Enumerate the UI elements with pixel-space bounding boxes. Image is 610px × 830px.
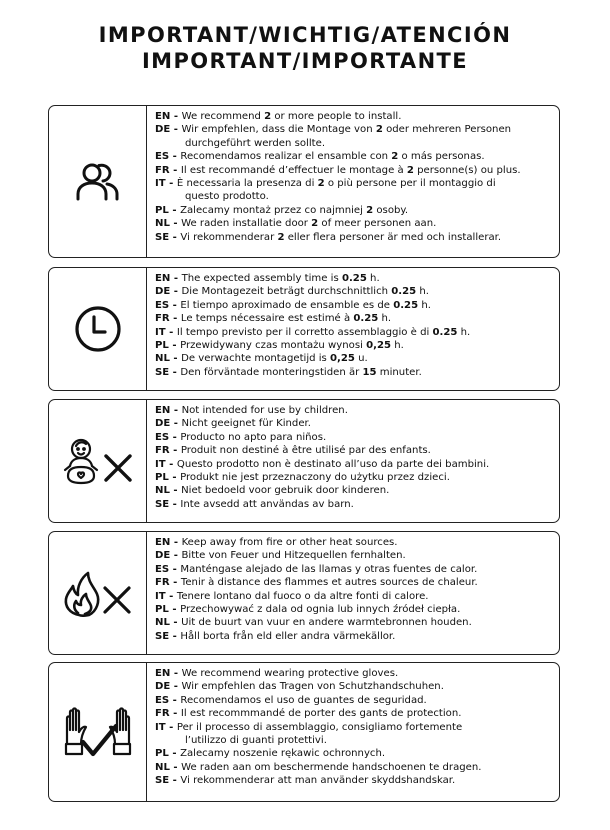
- language-code: DE: [155, 681, 171, 693]
- text-line-fr: [155, 707, 553, 720]
- text-segment: Le temps nécessaire est estimé à: [180, 313, 354, 325]
- separator: -: [170, 418, 182, 430]
- separator: -: [169, 577, 181, 589]
- text-segment: Nicht geeignet für Kinder.: [181, 418, 311, 430]
- separator: -: [169, 445, 181, 457]
- separator: -: [170, 550, 182, 562]
- text-line-es: [155, 299, 553, 312]
- text-line-it: [155, 458, 553, 471]
- language-code: IT: [155, 326, 166, 338]
- bold-value: 15: [362, 366, 377, 378]
- text-line-continued: [155, 734, 553, 747]
- text-line-pl: [155, 747, 553, 760]
- language-code: FR: [155, 164, 170, 176]
- language-code: SE: [155, 366, 170, 378]
- separator: -: [169, 630, 181, 642]
- language-code: IT: [155, 458, 166, 470]
- text-segment: Vi rekommenderar att man använder skyddshandskar.: [180, 775, 456, 787]
- text-line-nl: [155, 484, 553, 497]
- text-segment: oder mehreren Personen: [382, 124, 512, 136]
- text-segment: Tenir à distance des flammes et autres sources de chaleur.: [180, 577, 478, 589]
- bold-value: 2: [391, 151, 399, 163]
- bold-value: 2: [375, 124, 383, 136]
- text-line-fr: [155, 444, 553, 457]
- text-segment: We recommend: [181, 111, 265, 122]
- separator: -: [170, 668, 182, 679]
- text-segment: durchgeführt werden sollte.: [185, 137, 326, 149]
- language-code: EN: [155, 668, 171, 679]
- section-text: [155, 404, 553, 511]
- gloves-icon: [61, 704, 135, 760]
- text-segment: Bitte von Feuer und Hitzequellen fernhalten.: [181, 550, 406, 562]
- separator: -: [169, 231, 181, 243]
- language-code: NL: [155, 353, 170, 365]
- language-code: PL: [155, 204, 169, 216]
- text-line-en: [155, 110, 553, 123]
- people-icon: [75, 161, 121, 203]
- separator: -: [169, 617, 182, 629]
- text-line-pl: [155, 339, 553, 352]
- text-segment: of meer personen aan.: [318, 218, 437, 230]
- icon-cell: [49, 532, 146, 654]
- text-line-en: [155, 667, 553, 680]
- text-line-fr: [155, 576, 553, 589]
- bold-value: 2: [317, 178, 325, 190]
- separator: -: [169, 485, 182, 497]
- text-segment: Manténgase alejado de las llamas y otras fuentes de calor.: [180, 563, 478, 575]
- text-segment: Producto no apto para niños.: [180, 431, 327, 443]
- language-code: FR: [155, 445, 170, 457]
- text-segment: Den förväntade monteringstiden är: [180, 366, 363, 378]
- text-segment: We raden aan om beschermende handschoenen te dragen.: [181, 761, 482, 773]
- language-code: DE: [155, 286, 171, 298]
- text-line-en: [155, 536, 553, 549]
- language-code: NL: [155, 485, 170, 497]
- text-line-se: [155, 231, 553, 244]
- separator: -: [169, 313, 181, 325]
- separator: -: [168, 340, 181, 352]
- text-segment: Niet bedoeld voor gebruik door kinderen.: [181, 485, 390, 497]
- text-segment: Håll borta från eld eller andra värmekällor.: [180, 630, 396, 642]
- separator: -: [169, 164, 181, 176]
- divider: [146, 268, 147, 390]
- section-text: [155, 667, 553, 788]
- text-line-en: [155, 404, 553, 417]
- text-segment: Die Montagezeit beträgt durchschnittlich: [181, 286, 392, 298]
- text-segment: Not intended for use by children.: [181, 405, 348, 416]
- text-segment: È necessaria la presenza di: [176, 178, 318, 190]
- text-segment: El tiempo aproximado de ensamble es de: [180, 299, 394, 311]
- bold-value: 0.25: [353, 313, 379, 325]
- separator: -: [165, 178, 177, 190]
- text-segment: h.: [457, 326, 471, 338]
- text-segment: personne(s) ou plus.: [413, 164, 521, 176]
- language-code: FR: [155, 708, 170, 720]
- separator: -: [170, 405, 182, 416]
- text-segment: Przechowywać z dala od ognia lub innych źródeł ciepła.: [180, 604, 461, 616]
- separator: -: [169, 218, 182, 230]
- language-code: NL: [155, 761, 170, 773]
- bold-value: 0.25: [391, 286, 417, 298]
- no-children-icon: [61, 436, 135, 486]
- language-code: NL: [155, 617, 170, 629]
- section-gloves: [48, 662, 560, 802]
- separator: -: [169, 563, 181, 575]
- separator: -: [169, 498, 181, 510]
- bold-value: 2: [406, 164, 414, 176]
- language-code: DE: [155, 124, 171, 136]
- text-line-continued: [155, 190, 553, 203]
- text-segment: Zalecamy montaż przez co najmniej: [180, 204, 367, 216]
- language-code: EN: [155, 111, 171, 122]
- text-line-es: [155, 150, 553, 163]
- text-segment: We recommend wearing protective gloves.: [181, 668, 399, 679]
- bold-value: 2: [366, 204, 374, 216]
- separator: -: [169, 775, 181, 787]
- section-fire: [48, 531, 560, 655]
- text-segment: Il est recommmandé de porter des gants de protection.: [180, 708, 462, 720]
- text-line-de: [155, 417, 553, 430]
- text-segment: h.: [378, 313, 392, 325]
- bold-value: 0.25: [393, 299, 419, 311]
- language-code: SE: [155, 231, 170, 243]
- text-segment: u.: [354, 353, 368, 365]
- text-segment: h.: [366, 273, 380, 284]
- text-line-en: [155, 272, 553, 285]
- bold-value: 2: [277, 231, 285, 243]
- text-segment: Per il processo di assemblaggio, consigliamo fortemente: [176, 721, 463, 733]
- divider: [146, 532, 147, 654]
- text-segment: h.: [416, 286, 429, 298]
- text-segment: Il est recommandé d’effectuer le montage à: [180, 164, 407, 176]
- language-code: EN: [155, 405, 171, 416]
- text-line-it: [155, 177, 553, 190]
- separator: -: [168, 204, 181, 216]
- language-code: SE: [155, 498, 170, 510]
- separator: -: [168, 604, 181, 616]
- section-assembly-time: [48, 267, 560, 391]
- divider: [146, 106, 147, 257]
- text-line-it: [155, 326, 553, 339]
- language-code: ES: [155, 151, 170, 163]
- language-code: PL: [155, 748, 169, 760]
- language-code: FR: [155, 577, 170, 589]
- text-line-es: [155, 563, 553, 576]
- text-line-fr: [155, 312, 553, 325]
- text-segment: Recomendamos realizar el ensamble con: [180, 151, 392, 163]
- text-segment: l’utilizzo di guanti protettivi.: [185, 735, 327, 747]
- section-children: [48, 399, 560, 523]
- language-code: IT: [155, 590, 166, 602]
- bold-value: 0,25: [366, 340, 392, 352]
- text-segment: Inte avsedd att användas av barn.: [180, 498, 354, 510]
- bold-value: 2: [311, 218, 319, 230]
- text-line-nl: [155, 217, 553, 230]
- separator: -: [170, 273, 182, 284]
- separator: -: [169, 708, 181, 720]
- language-code: DE: [155, 550, 171, 562]
- section-text: [155, 272, 553, 379]
- text-segment: Zalecamy noszenie rękawic ochronnych.: [180, 748, 386, 760]
- section-text: [155, 536, 553, 643]
- language-code: NL: [155, 218, 170, 230]
- language-code: ES: [155, 694, 170, 706]
- separator: -: [170, 111, 182, 122]
- text-segment: o più persone per il montaggio di: [324, 178, 496, 190]
- language-code: PL: [155, 340, 169, 352]
- text-segment: eller flera personer är med och installerar.: [284, 231, 502, 243]
- separator: -: [168, 472, 181, 484]
- text-segment: We raden installatie door: [181, 218, 312, 230]
- divider: [146, 400, 147, 522]
- language-code: EN: [155, 537, 171, 548]
- text-segment: osoby.: [373, 204, 409, 216]
- icon-cell: [49, 106, 146, 257]
- text-segment: De verwachte montagetijd is: [181, 353, 331, 365]
- text-line-pl: [155, 204, 553, 217]
- bold-value: 0.25: [432, 326, 458, 338]
- title-line-1: IMPORTANT/WICHTIG/ATENCIÓN: [98, 23, 512, 47]
- separator: -: [169, 366, 181, 378]
- text-line-de: [155, 123, 553, 136]
- text-segment: Uit de buurt van vuur en andere warmtebronnen houden.: [181, 617, 472, 629]
- text-segment: questo prodotto.: [185, 191, 269, 203]
- text-line-continued: [155, 137, 553, 150]
- icon-cell: [49, 400, 146, 522]
- separator: -: [168, 748, 181, 760]
- language-code: ES: [155, 299, 170, 311]
- no-fire-icon: [61, 568, 135, 618]
- language-code: EN: [155, 273, 171, 284]
- separator: -: [169, 353, 182, 365]
- separator: -: [169, 694, 181, 706]
- language-code: IT: [155, 721, 166, 733]
- text-segment: o más personas.: [398, 151, 485, 163]
- separator: -: [169, 761, 182, 773]
- text-segment: Keep away from fire or other heat sources.: [181, 537, 398, 548]
- text-segment: Tenere lontano dal fuoco o da altre fonti di calore.: [176, 590, 429, 602]
- separator: -: [170, 681, 182, 693]
- text-segment: Questo prodotto non è destinato all’uso da parte dei bambini.: [176, 458, 490, 470]
- text-segment: h.: [391, 340, 404, 352]
- text-line-nl: [155, 352, 553, 365]
- language-code: DE: [155, 418, 171, 430]
- text-line-se: [155, 498, 553, 511]
- language-code: PL: [155, 604, 169, 616]
- separator: -: [169, 431, 181, 443]
- text-line-es: [155, 431, 553, 444]
- text-segment: Produkt nie jest przeznaczony do użytku przez dzieci.: [180, 472, 450, 484]
- bold-value: 0.25: [341, 273, 367, 284]
- language-code: IT: [155, 178, 166, 190]
- language-code: FR: [155, 313, 170, 325]
- page-title: [0, 22, 610, 74]
- text-line-de: [155, 549, 553, 562]
- separator: -: [170, 124, 182, 136]
- bold-value: 2: [264, 111, 272, 122]
- title-line-2: IMPORTANT/IMPORTANTE: [141, 49, 469, 73]
- divider: [146, 663, 147, 801]
- section-text: [155, 110, 553, 244]
- separator: -: [170, 286, 182, 298]
- language-code: ES: [155, 563, 170, 575]
- text-line-de: [155, 680, 553, 693]
- separator: -: [165, 458, 177, 470]
- text-line-se: [155, 630, 553, 643]
- icon-cell: [49, 663, 146, 801]
- text-line-nl: [155, 761, 553, 774]
- text-line-es: [155, 694, 553, 707]
- language-code: SE: [155, 630, 170, 642]
- bold-value: 0,25: [330, 353, 355, 365]
- text-segment: Recomendamos el uso de guantes de seguridad.: [180, 694, 427, 706]
- text-line-pl: [155, 471, 553, 484]
- language-code: PL: [155, 472, 169, 484]
- text-line-se: [155, 366, 553, 379]
- language-code: ES: [155, 431, 170, 443]
- text-line-pl: [155, 603, 553, 616]
- separator: -: [169, 151, 181, 163]
- text-line-fr: [155, 164, 553, 177]
- text-line-it: [155, 590, 553, 603]
- text-segment: Vi rekommenderar: [180, 231, 278, 243]
- text-segment: The expected assembly time is: [181, 273, 342, 284]
- text-segment: Il tempo previsto per il corretto assemblaggio è di: [176, 326, 433, 338]
- text-segment: Wir empfehlen, dass die Montage von: [181, 124, 376, 136]
- separator: -: [165, 721, 177, 733]
- separator: -: [169, 299, 181, 311]
- text-segment: minuter.: [376, 366, 422, 378]
- text-line-se: [155, 774, 553, 787]
- language-code: SE: [155, 775, 170, 787]
- text-segment: or more people to install.: [271, 111, 402, 122]
- text-line-it: [155, 721, 553, 734]
- text-segment: h.: [418, 299, 431, 311]
- text-line-nl: [155, 616, 553, 629]
- text-segment: Wir empfehlen das Tragen von Schutzhandschuhen.: [181, 681, 444, 693]
- separator: -: [165, 326, 177, 338]
- text-segment: Przewidywany czas montażu wynosi: [180, 340, 367, 352]
- text-segment: Produit non destiné à être utilisé par des enfants.: [180, 445, 431, 457]
- text-line-de: [155, 285, 553, 298]
- icon-cell: [49, 268, 146, 390]
- separator: -: [170, 537, 182, 548]
- section-people: [48, 105, 560, 258]
- clock-icon: [74, 305, 122, 353]
- separator: -: [165, 590, 177, 602]
